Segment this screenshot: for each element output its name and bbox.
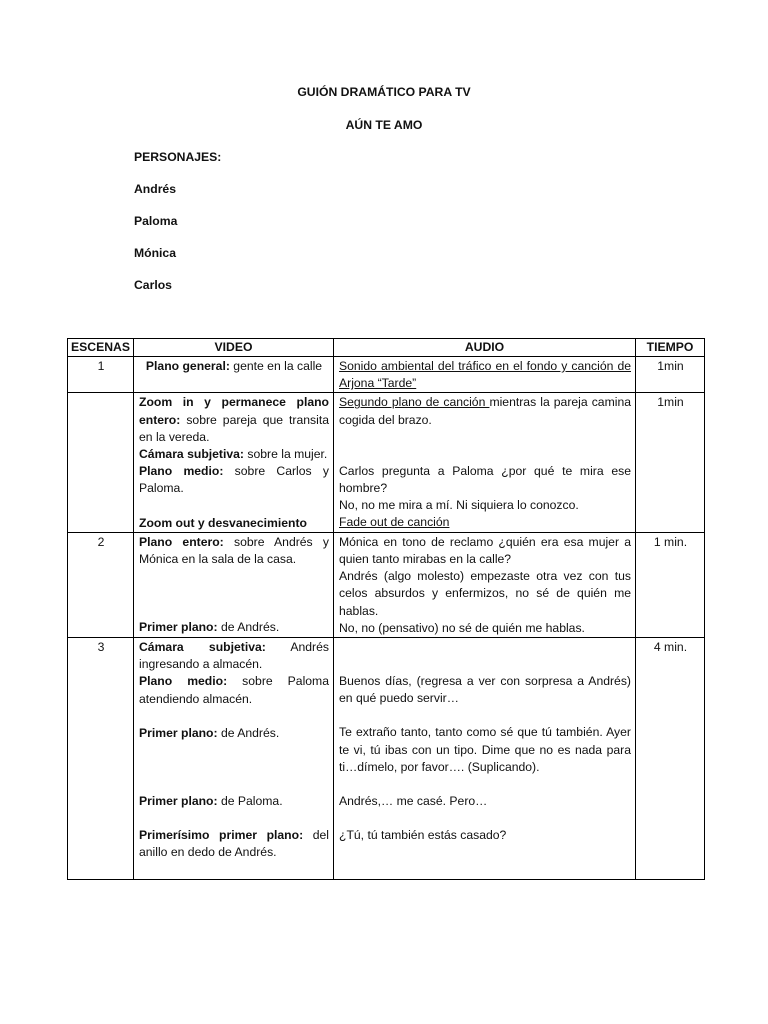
time-value: 1min [636, 393, 705, 532]
audio-line: Andrés (algo molesto) empezaste otra vez con tus celos absurdos y enfermizos, no sé de quién me hablas. [339, 569, 631, 618]
table-header-row [68, 339, 705, 357]
time-value: 1min [636, 357, 705, 393]
shot-description: sobre Carlos y Paloma. [139, 464, 329, 496]
character-name: Andrés [134, 182, 176, 196]
characters-heading: PERSONAJES: [134, 150, 222, 164]
table-row [68, 357, 705, 393]
shot-description: de Andrés. [217, 725, 280, 740]
time-value: 4 min. [636, 638, 705, 880]
audio-line: ¿Tú, tú también estás casado? [339, 828, 507, 843]
video-line [139, 619, 329, 636]
shot-description: del anillo en dedo de Andrés. [139, 828, 329, 860]
video-cell [134, 393, 334, 532]
video-cell [134, 532, 334, 637]
document-title: GUIÓN DRAMÁTICO PARA TV [297, 85, 471, 99]
shot-description: Andrés ingresando a almacén. [139, 640, 329, 672]
video-line [139, 534, 329, 568]
shot-description: de Paloma. [217, 794, 283, 809]
character-name: Paloma [134, 214, 178, 228]
spacer [139, 568, 329, 602]
scene-number [68, 393, 134, 532]
video-line [139, 394, 329, 446]
shot-type: Cámara subjetiva: [139, 447, 244, 462]
audio-line [339, 514, 631, 531]
video-line [139, 639, 329, 673]
shot-description: sobre pareja que transita en la vereda. [139, 412, 329, 444]
shot-type: Plano medio: [139, 464, 224, 479]
audio-text: mientras la pareja camina cogida del brazo. [339, 395, 632, 427]
spacer [139, 708, 329, 725]
document-subtitle: AÚN TE AMO [345, 118, 423, 132]
video-line [139, 446, 329, 463]
shot-description: de Andrés. [217, 620, 280, 635]
audio-line: Sonido ambiental del tráfico en el fondo y canción de Arjona “Tarde” [339, 359, 631, 391]
audio-line: No, no me mira a mí. Ni siquiera lo conozco. [339, 498, 579, 513]
spacer [139, 862, 329, 879]
table-row [68, 393, 705, 532]
video-cell [134, 638, 334, 880]
audio-line: Carlos pregunta a Paloma ¿por qué te mira ese hombre? [339, 463, 631, 496]
audio-cell [334, 357, 636, 393]
shot-description: gente en la calle [229, 359, 323, 373]
shot-type: Plano entero: [139, 534, 224, 549]
video-line [139, 725, 329, 742]
shot-type: Cámara subjetiva: [139, 640, 266, 655]
spacer [339, 810, 631, 827]
video-line [139, 515, 329, 532]
shot-type: Zoom out y desvanecimiento [139, 515, 307, 530]
spacer [139, 602, 329, 619]
audio-line: Mónica en tono de reclamo ¿quién era esa mujer a quien tanto mirabas en la calle? [339, 534, 631, 567]
shot-type: Plano medio: [139, 674, 228, 689]
spacer [139, 776, 329, 793]
shot-type: Primer plano: [139, 794, 218, 809]
table-row [68, 638, 705, 880]
audio-line [339, 394, 631, 428]
spacer [139, 498, 329, 515]
spacer [339, 707, 631, 724]
audio-line: Andrés,… me casé. Pero… [339, 794, 488, 809]
spacer [139, 810, 329, 827]
header-time: TIEMPO [636, 339, 705, 357]
video-line [139, 793, 329, 810]
audio-line: Buenos días, (regresa a ver con sorpresa a Andrés) en qué puedo servir… [339, 674, 631, 706]
shot-type: Primer plano: [139, 725, 218, 740]
shot-type: Zoom in y permanece plano entero: [139, 395, 329, 427]
shot-description: sobre la mujer. [244, 447, 328, 462]
shot-type: Primer plano: [139, 620, 218, 635]
shot-description: sobre Paloma atendiendo almacén. [139, 674, 329, 706]
audio-underlined: Fade out de canción [339, 515, 450, 530]
video-line [139, 463, 329, 497]
video-line [139, 673, 329, 707]
character-name: Mónica [134, 246, 176, 260]
audio-underlined: Segundo plano de canción [339, 395, 490, 410]
shot-type: Plano general: [145, 359, 230, 373]
audio-line: No, no (pensativo) no sé de quién me hablas. [339, 620, 585, 635]
video-line [139, 827, 329, 861]
time-value: 1 min. [636, 532, 705, 637]
audio-line: Te extraño tanto, tanto como sé que tú también. Ayer te vi, tú ibas con un tipo. Dime que no es nada para ti…dímelo, por favor…. (Suplicando). [339, 725, 631, 774]
audio-cell [334, 638, 636, 880]
scene-number: 1 [68, 357, 134, 393]
header-audio: AUDIO [334, 339, 636, 357]
scene-number: 3 [68, 638, 134, 880]
shot-type: Primerísimo primer plano: [139, 828, 304, 843]
spacer [339, 639, 631, 673]
spacer [139, 742, 329, 776]
spacer [339, 776, 631, 793]
scene-number: 2 [68, 532, 134, 637]
audio-cell [334, 393, 636, 532]
shot-description: sobre Andrés y Mónica en la sala de la casa. [139, 534, 329, 567]
video-cell [134, 357, 334, 393]
header-scenes: ESCENAS [68, 339, 134, 357]
audio-cell [334, 532, 636, 637]
header-video: VIDEO [134, 339, 334, 357]
table-row [68, 532, 705, 637]
spacer [339, 429, 631, 463]
character-name: Carlos [134, 278, 172, 292]
script-table [67, 338, 705, 880]
